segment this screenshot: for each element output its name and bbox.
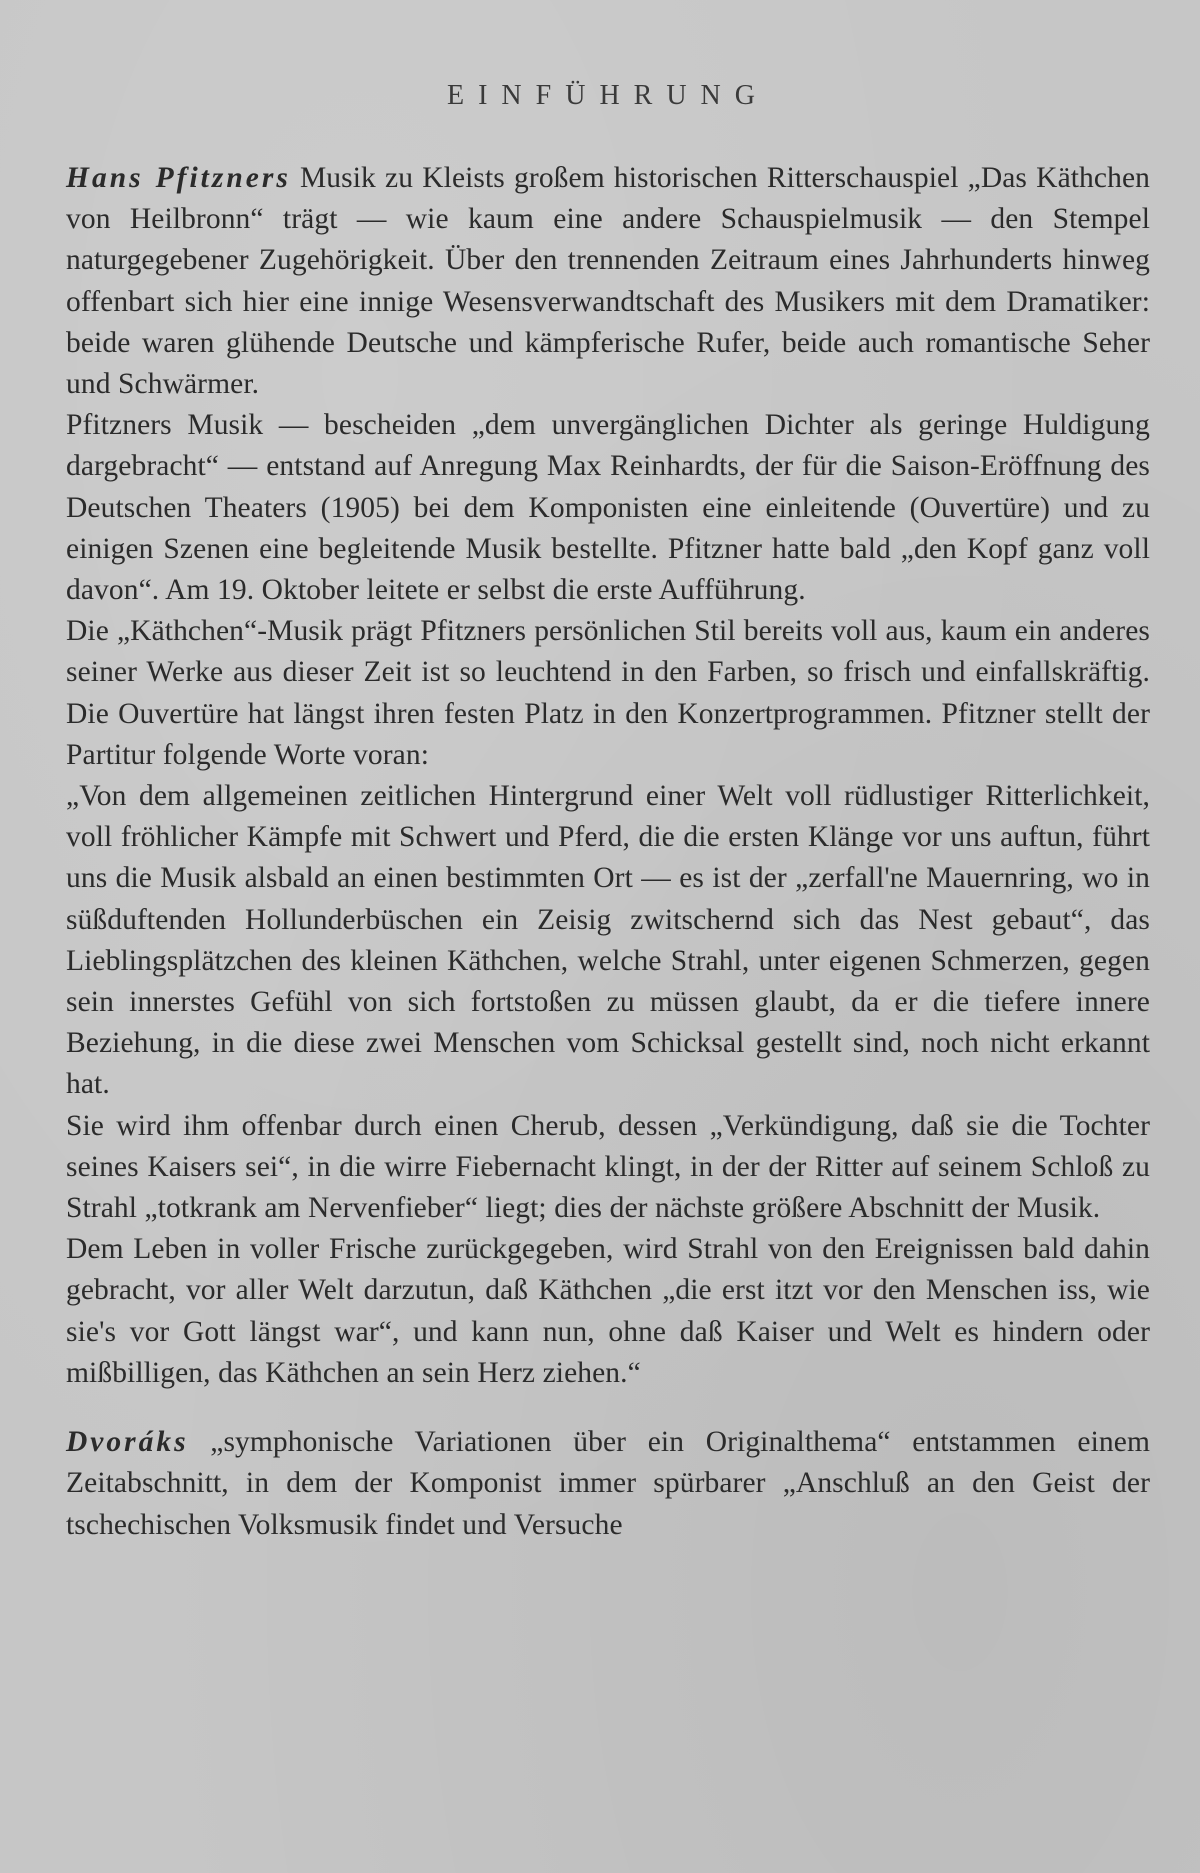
paragraph-2 — [66, 405, 1150, 611]
body-text — [66, 158, 1150, 1546]
paragraph-6 — [66, 1229, 1150, 1394]
paragraph-text: Pfitzners Musik — bescheiden „dem unvergänglichen Dichter als geringe Huldigung dargebracht“ — entstand auf Anregung Max Reinhardts, der für die Saison-Eröffnung des Deutschen Theaters (1905) bei dem Komponisten eine einleitende (Ouvertüre) und zu einigen Szenen eine begleitende Musik bestellte. Pfitzner hatte bald „den Kopf ganz voll davon“. Am 19. Oktober leitete er selbst die erste Aufführung. — [66, 409, 1150, 607]
paragraph-7 — [66, 1422, 1150, 1546]
paragraph-1 — [66, 158, 1150, 405]
paragraph-text: „symphonische Variationen über ein Originalthema“ entstammen einem Zeitabschnitt, in dem der Komponist immer spürbarer „Anschluß an den Geist der tschechischen Volksmusik findet und Versuche — [66, 1426, 1150, 1541]
composer-name: Dvoráks — [66, 1426, 189, 1459]
paragraph-4 — [66, 776, 1150, 1106]
paragraph-text: „Von dem allgemeinen zeitlichen Hintergrund einer Welt voll rüdlustiger Ritterlichkeit, voll fröhlicher Kämpfe mit Schwert und Pferd, die die ersten Klänge vor uns auftun, führt uns die Musik alsbald an einen bestimmten Ort — es ist der „zerfall'ne Mauernring, wo in süßduftenden Hollunderbüschen ein Zeisig zwitschernd sich das Nest gebaut“, das Lieblingsplätzchen des kleinen Käthchen, welche Strahl, unter eigenen Schmerzen, gegen sein innerstes Gefühl von sich fortstoßen zu müssen glaubt, da er die tiefere innere Beziehung, in die diese zwei Menschen vom Schicksal gestellt sind, noch nicht erkannt hat. — [66, 780, 1150, 1101]
page-heading: EINFÜHRUNG — [447, 80, 769, 111]
paragraph-text: Dem Leben in voller Frische zurückgegeben, wird Strahl von den Ereignissen bald dahin gebracht, vor aller Welt darzutun, daß Käthchen „die erst itzt vor den Menschen iss, wie sie's vor Gott längst war“, und kann nun, ohne daß Kaiser und Welt es hindern oder mißbilligen, das Käthchen an sein Herz ziehen.“ — [66, 1233, 1150, 1389]
composer-name: Hans Pfitzners — [66, 162, 291, 194]
paragraph-text: Sie wird ihm offenbar durch einen Cherub, dessen „Verkündigung, daß sie die Tochter seines Kaisers sei“, in die wirre Fiebernacht klingt, in der der Ritter auf seinem Schloß zu Strahl „totkrank am Nervenfieber“ liegt; dies der nächste größere Abschnitt der Musik. — [66, 1109, 1150, 1225]
paragraph-3 — [66, 611, 1150, 776]
paragraph-text: Die „Käthchen“-Musik prägt Pfitzners persönlichen Stil bereits voll aus, kaum ein anderes seiner Werke aus dieser Zeit ist so leuchtend in den Farben, so frisch und einfallskräftig. Die Ouvertüre hat längst ihren festen Platz in den Konzertprogrammen. Pfitzner stellt der Partitur folgende Worte voran: — [66, 615, 1150, 771]
paragraph-5 — [66, 1106, 1150, 1230]
paragraph-text: Musik zu Kleists großem historischen Ritterschauspiel „Das Käthchen von Heilbronn“ trägt — wie kaum eine andere Schauspielmusik — den Stempel naturgegebener Zugehörigkeit. Über den trennenden Zeitraum eines Jahrhunderts hinweg offenbart sich hier eine innige Wesensverwandtschaft des Musikers mit dem Dramatiker: beide waren glühende Deutsche und kämpferische Rufer, beide auch romantische Seher und Schwärmer. — [66, 162, 1150, 401]
